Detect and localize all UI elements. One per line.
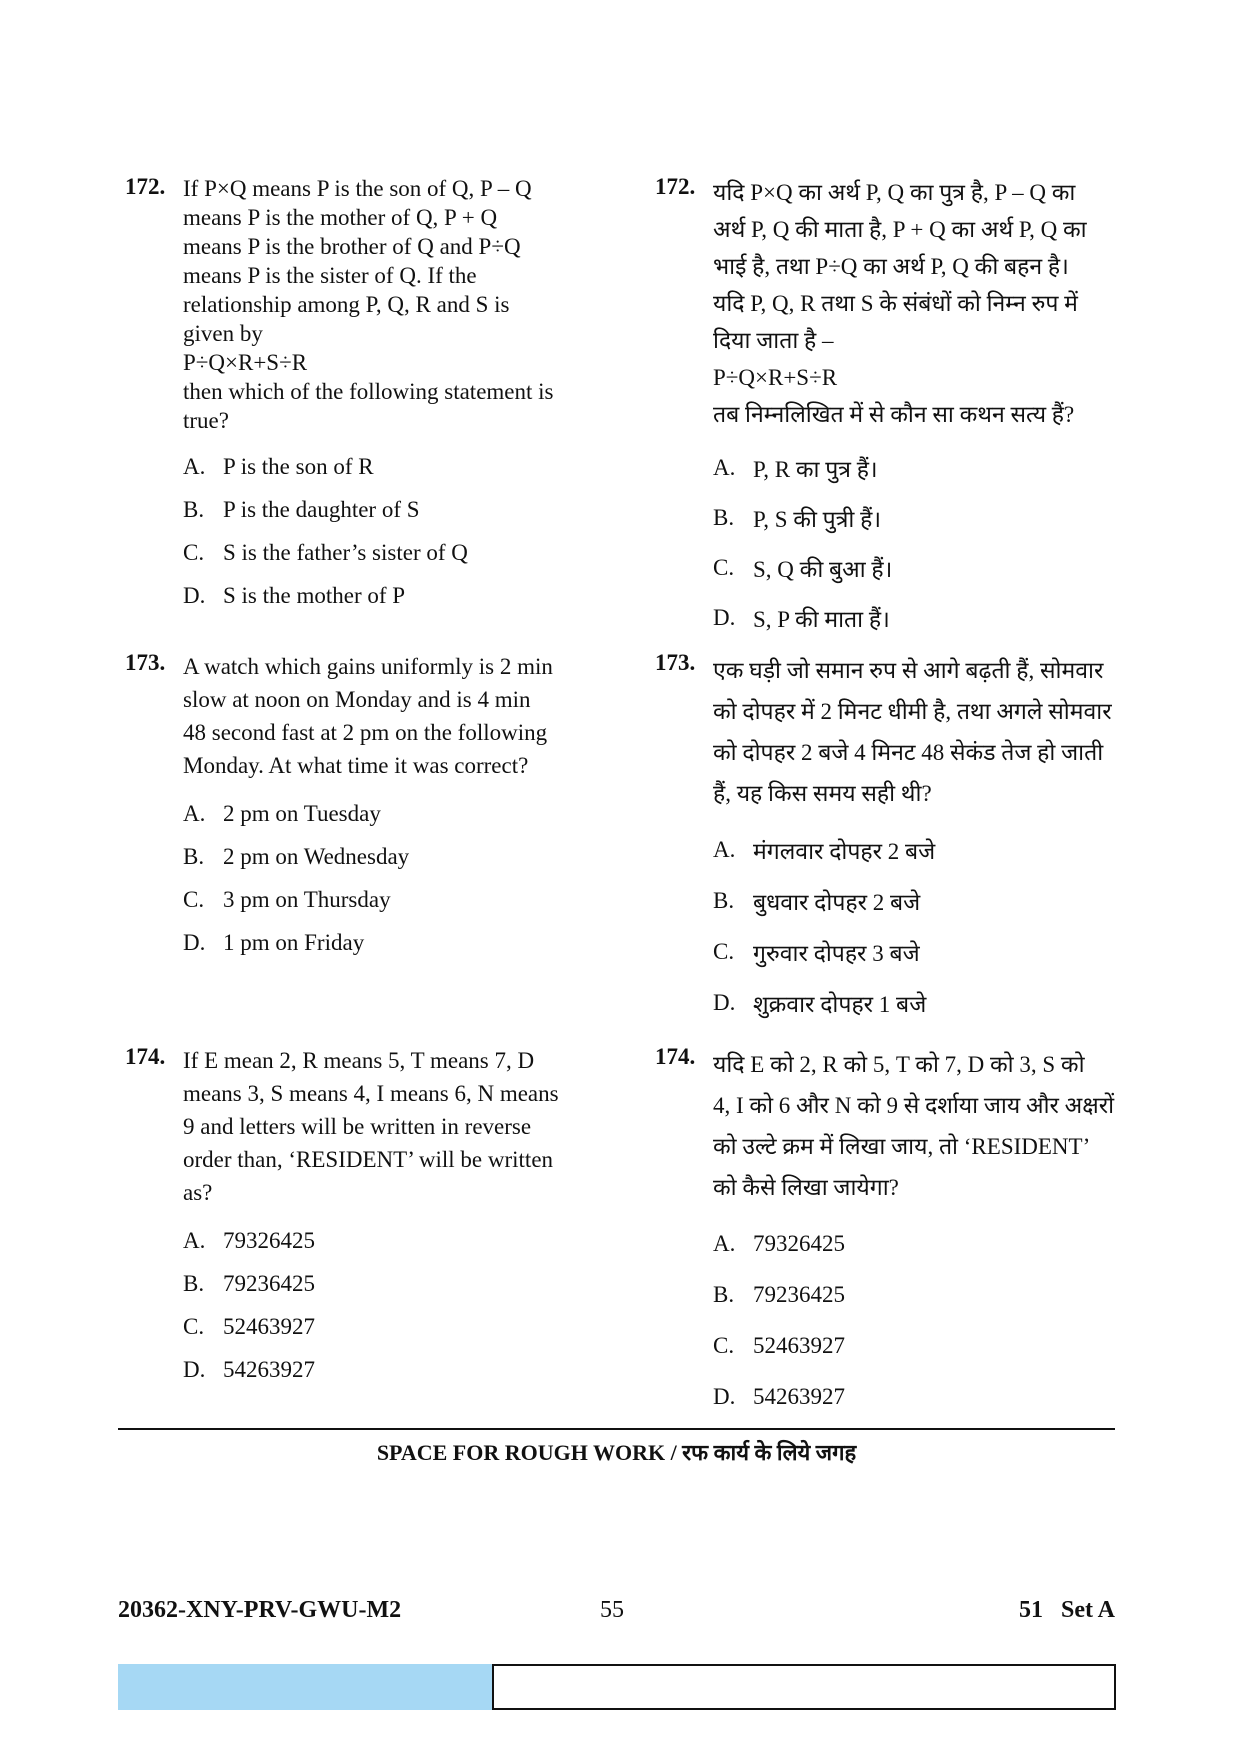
option-letter: C. (183, 1313, 205, 1339)
option-d (713, 1371, 1155, 1422)
question-text-line: को कैसे लिखा जायेगा? (713, 1175, 899, 1200)
footer-blank-box (492, 1664, 1116, 1710)
options-list (713, 824, 1155, 1028)
option-letter: B. (183, 843, 205, 869)
page-number: 55 (600, 1597, 624, 1623)
option-text: 54263927 (223, 1356, 315, 1382)
option-c (713, 543, 1155, 593)
question-text-line: यदि E को 2, R को 5, T को 7, D को 3, S को (713, 1052, 1085, 1077)
question-text (183, 1044, 625, 1209)
option-c (183, 878, 625, 921)
option-a (713, 1218, 1155, 1269)
question-text-line: as? (183, 1180, 213, 1205)
question-text-line: If P×Q means P is the son of Q, P – Q (183, 176, 532, 201)
option-letter: C. (713, 1332, 735, 1358)
option-b (713, 875, 1155, 926)
question-text-line: slow at noon on Monday and is 4 min (183, 687, 531, 712)
question-text (713, 1044, 1155, 1208)
option-text: 79236425 (223, 1270, 315, 1296)
option-letter: D. (713, 989, 736, 1015)
question-text (183, 650, 625, 782)
option-a (713, 443, 1155, 493)
option-letter: C. (713, 938, 735, 964)
question-number: 172. (125, 174, 166, 199)
question-q174-hi (655, 1044, 1155, 1422)
question-text-line: means 3, S means 4, I means 6, N means (183, 1081, 559, 1106)
question-text-line: true? (183, 408, 229, 433)
question-number: 173. (125, 650, 166, 675)
option-text: P is the daughter of S (223, 496, 420, 522)
option-letter: C. (183, 539, 205, 565)
option-letter: D. (183, 582, 206, 608)
option-letter: C. (183, 886, 205, 912)
question-text-line: यदि P, Q, R तथा S के संबंधों को निम्न रुप में (713, 291, 1078, 316)
paper-code: 20362-XNY-PRV-GWU-M2 (118, 1597, 402, 1623)
option-text: P is the son of R (223, 453, 374, 479)
question-text-line: means P is the sister of Q. If the (183, 263, 477, 288)
option-text: P, R का पुत्र हैं। (753, 457, 878, 482)
question-text-line: यदि P×Q का अर्थ P, Q का पुत्र है, P – Q का (713, 180, 1076, 205)
option-text: 1 pm on Friday (223, 929, 365, 955)
option-text: बुधवार दोपहर 2 बजे (753, 889, 921, 915)
question-text-line: means P is the mother of Q, P + Q (183, 205, 498, 230)
options-list (713, 443, 1155, 643)
option-text: S is the father’s sister of Q (223, 539, 468, 565)
options-list (183, 792, 625, 964)
option-text: शुक्रवार दोपहर 1 बजे (753, 991, 927, 1017)
option-letter: B. (713, 505, 735, 530)
option-letter: A. (183, 453, 206, 479)
rough-work-divider (118, 1428, 1115, 1430)
question-text-line: को उल्टे क्रम में लिखा जाय, तो ‘RESIDENT’ (713, 1134, 1091, 1159)
option-text: गुरुवार दोपहर 3 बजे (753, 940, 920, 966)
option-text: 79326425 (753, 1230, 845, 1256)
options-list (183, 1219, 625, 1391)
option-text: S, P की माता हैं। (753, 607, 890, 632)
option-letter: C. (713, 555, 735, 580)
question-text-line: हैं, यह किस समय सही थी? (713, 781, 932, 806)
question-q173-en (125, 650, 625, 964)
footer-color-bar (118, 1664, 492, 1710)
question-number: 174. (125, 1044, 166, 1069)
option-a (183, 1219, 625, 1262)
option-letter: D. (713, 1383, 736, 1409)
question-text-line: P÷Q×R+S÷R (713, 365, 838, 390)
question-text-line: भाई है, तथा P÷Q का अर्थ P, Q की बहन है। (713, 254, 1069, 279)
option-d (183, 574, 625, 617)
question-q172-en (125, 174, 625, 617)
question-text (713, 650, 1155, 814)
question-text-line: If E mean 2, R means 5, T means 7, D (183, 1048, 535, 1073)
question-number: 173. (655, 650, 696, 675)
options-list (183, 445, 625, 617)
option-b (183, 1262, 625, 1305)
question-text-line: given by (183, 321, 263, 346)
rough-work-heading: SPACE FOR ROUGH WORK / रफ कार्य के लिये जगह (376, 1440, 857, 1465)
option-a (713, 824, 1155, 875)
option-b (713, 1269, 1155, 1320)
question-text (183, 174, 625, 435)
option-text: 79236425 (753, 1281, 845, 1307)
question-text-line: तब निम्नलिखित में से कौन सा कथन सत्य हैं? (713, 402, 1075, 427)
option-c (713, 926, 1155, 977)
option-d (713, 977, 1155, 1028)
option-letter: D. (713, 605, 736, 630)
option-text: S is the mother of P (223, 582, 406, 608)
option-text: 2 pm on Tuesday (223, 800, 381, 826)
question-text-line: अर्थ P, Q की माता है, P + Q का अर्थ P, Q का (713, 217, 1087, 242)
question-text-line: A watch which gains uniformly is 2 min (183, 654, 553, 679)
option-d (713, 593, 1155, 643)
question-text-line: order than, ‘RESIDENT’ will be written (183, 1147, 554, 1172)
question-q172-hi (655, 174, 1155, 643)
option-letter: B. (183, 1270, 205, 1296)
question-text-line: को दोपहर में 2 मिनट धीमी है, तथा अगले सोमवार (713, 699, 1112, 724)
option-text: 54263927 (753, 1383, 845, 1409)
question-number: 174. (655, 1044, 696, 1069)
options-list (713, 1218, 1155, 1422)
option-text: 52463927 (753, 1332, 845, 1358)
option-letter: B. (713, 1281, 735, 1307)
option-letter: A. (713, 455, 736, 480)
option-c (713, 1320, 1155, 1371)
option-text: 3 pm on Thursday (223, 886, 391, 912)
option-letter: A. (183, 800, 206, 826)
question-text-line: Monday. At what time it was correct? (183, 753, 529, 778)
option-text: 2 pm on Wednesday (223, 843, 410, 869)
option-a (183, 792, 625, 835)
question-q174-en (125, 1044, 625, 1391)
option-c (183, 1305, 625, 1348)
option-b (183, 488, 625, 531)
option-text: 52463927 (223, 1313, 315, 1339)
option-text: S, Q की बुआ हैं। (753, 557, 893, 582)
question-text-line: 9 and letters will be written in reverse (183, 1114, 532, 1139)
option-letter: A. (713, 836, 736, 862)
option-text: 79326425 (223, 1227, 315, 1253)
question-text-line: 48 second fast at 2 pm on the following (183, 720, 548, 745)
question-q173-hi (655, 650, 1155, 1028)
option-letter: A. (713, 1230, 736, 1256)
set-label: 51 Set A (1019, 1597, 1115, 1623)
option-d (183, 1348, 625, 1391)
question-text-line: P÷Q×R+S÷R (183, 350, 308, 375)
option-b (713, 493, 1155, 543)
question-text (713, 174, 1155, 433)
question-text-line: relationship among P, Q, R and S is (183, 292, 510, 317)
option-letter: D. (183, 1356, 206, 1382)
option-text: मंगलवार दोपहर 2 बजे (753, 838, 936, 864)
option-a (183, 445, 625, 488)
option-letter: B. (713, 887, 735, 913)
option-d (183, 921, 625, 964)
question-text-line: means P is the brother of Q and P÷Q (183, 234, 521, 259)
option-letter: B. (183, 496, 205, 522)
question-text-line: दिया जाता है – (713, 328, 834, 353)
option-letter: D. (183, 929, 206, 955)
option-text: P, S की पुत्री हैं। (753, 507, 882, 532)
question-text-line: 4, I को 6 और N को 9 से दर्शाया जाय और अक्षरों (713, 1093, 1115, 1118)
question-text-line: को दोपहर 2 बजे 4 मिनट 48 सेकंड तेज हो जाती (713, 740, 1104, 765)
question-number: 172. (655, 174, 696, 199)
option-b (183, 835, 625, 878)
question-text-line: एक घड़ी जो समान रुप से आगे बढ़ती हैं, सोमवार (713, 658, 1104, 683)
option-c (183, 531, 625, 574)
question-text-line: then which of the following statement is (183, 379, 554, 404)
option-letter: A. (183, 1227, 206, 1253)
